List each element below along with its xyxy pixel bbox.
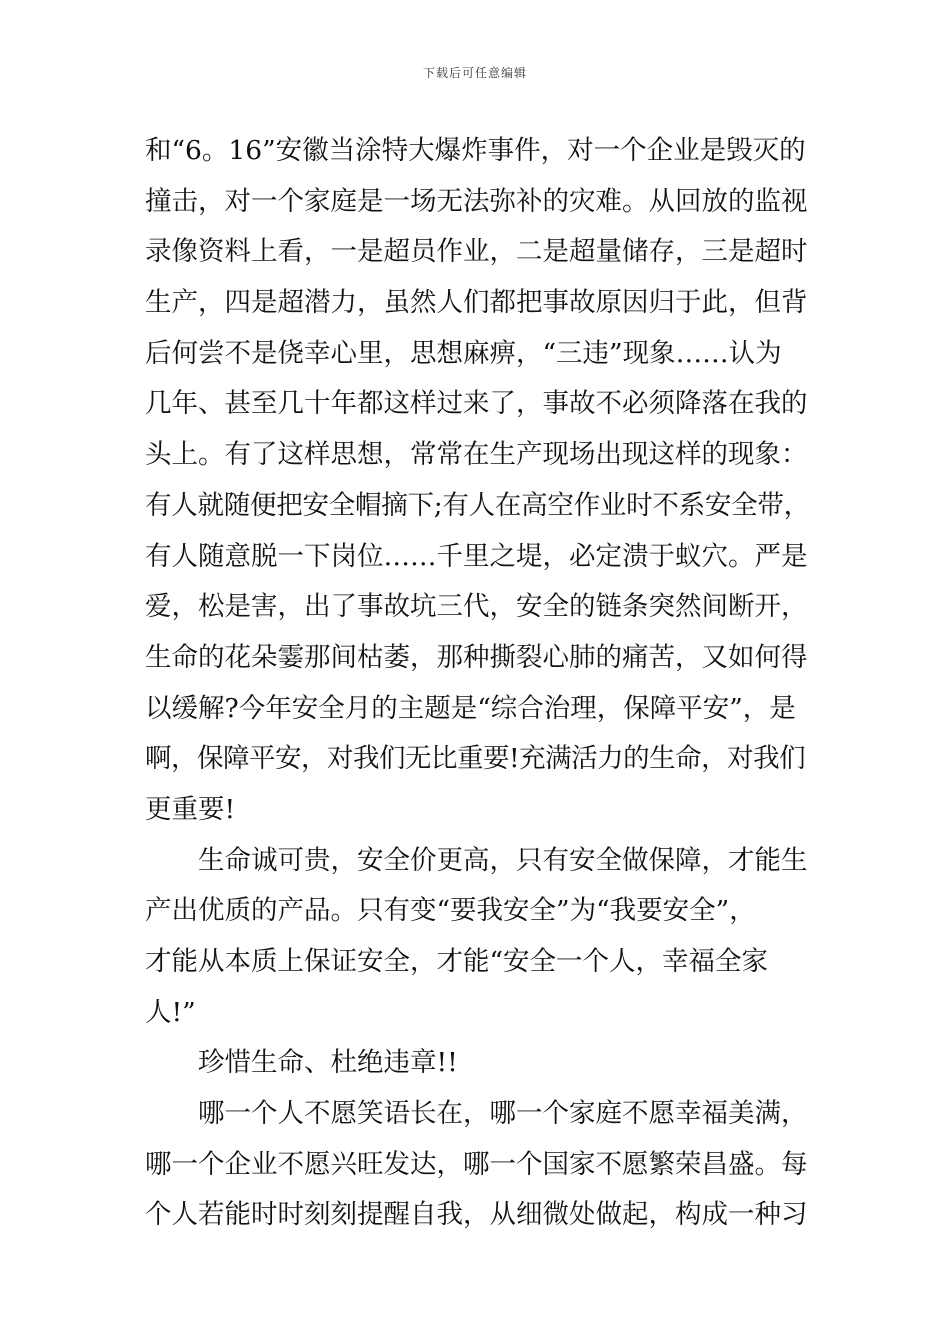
text-line: 个人若能时时刻刻提醒自我，从细微处做起，构成一种习 bbox=[145, 1199, 808, 1231]
text-line: 生产，四是超潜力，虽然人们都把事故原因归于此，但背 bbox=[145, 287, 808, 319]
text-line: 以缓解?今年安全月的主题是“综合治理，保障平安”，是 bbox=[145, 692, 796, 724]
text-line: 录像资料上看，一是超员作业，二是超量储存，三是超时 bbox=[145, 236, 808, 268]
paragraph-first-line: 生命诚可贵，安全价更高，只有安全做保障，才能生 bbox=[198, 844, 808, 876]
text-line: 爱，松是害，出了事故坑三代，安全的链条突然间断开， bbox=[145, 591, 808, 623]
text-line: 产出优质的产品。只有变“要我安全”为“我要安全”， bbox=[145, 895, 756, 927]
text-line: 有人就随便把安全帽摘下;有人在高空作业时不系安全带， bbox=[145, 489, 810, 521]
text-line: 人!” bbox=[145, 996, 196, 1028]
text-line: 生命的花朵霎那间枯萎，那种撕裂心肺的痛苦，又如何得 bbox=[145, 641, 808, 673]
text-line: 后何尝不是侥幸心里，思想麻痹，“三违”现象……认为 bbox=[145, 337, 782, 369]
page-header: 下载后可任意编辑 bbox=[422, 66, 527, 80]
text-line: 头上。有了这样思想，常常在生产现场出现这样的现象： bbox=[145, 439, 808, 471]
text-line: 才能从本质上保证安全，才能“安全一个人，幸福全家 bbox=[145, 946, 769, 977]
text-line: 啊，保障平安，对我们无比重要!充满活力的生命，对我们 bbox=[145, 743, 806, 775]
paragraph-first-line: 哪一个人不愿笑语长在，哪一个家庭不愿幸福美满， bbox=[198, 1098, 808, 1130]
text-line: 有人随意脱一下岗位……千里之堤，必定溃于蚁穴。严是 bbox=[145, 540, 808, 572]
text-line: 哪一个企业不愿兴旺发达，哪一个国家不愿繁荣昌盛。每 bbox=[145, 1148, 808, 1180]
body-text bbox=[145, 126, 810, 1241]
text-line: 撞击，对一个家庭是一场无法弥补的灾难。从回放的监视 bbox=[145, 185, 808, 217]
text-line: 更重要! bbox=[145, 793, 236, 825]
text-line: 和“6。16”安徽当涂特大爆炸事件，对一个企业是毁灭的 bbox=[145, 135, 806, 166]
text-line: 几年、甚至几十年都这样过来了，事故不必须降落在我的 bbox=[145, 388, 808, 420]
slogan-line: 珍惜生命、杜绝违章!! bbox=[198, 1047, 458, 1079]
